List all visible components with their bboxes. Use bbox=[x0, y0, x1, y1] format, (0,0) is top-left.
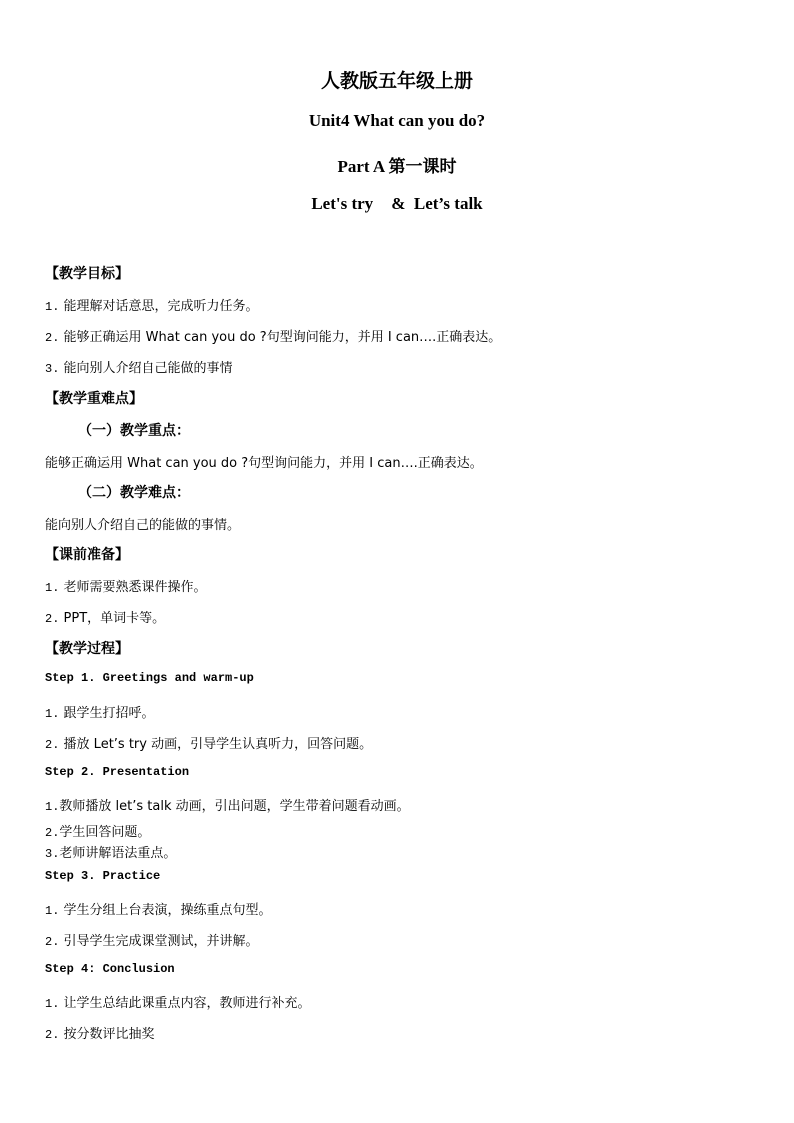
lesson-title-left: Let's try bbox=[311, 194, 374, 213]
step1-item: 1. 跟学生打招呼。 bbox=[45, 706, 155, 721]
step2-title: Step 2. Presentation bbox=[45, 765, 190, 779]
step4-item: 2. 按分数评比抽奖 bbox=[45, 1027, 155, 1042]
difficulty-text: 能向别人介绍自己的能做的事情。 bbox=[45, 518, 241, 533]
step2-item: 1.教师播放 let’s talk 动画，引出问题，学生带着问题看动画。 bbox=[45, 799, 410, 814]
step3-title: Step 3. Practice bbox=[45, 869, 161, 883]
step2-item: 2.学生回答问题。 bbox=[45, 825, 151, 840]
objective-item: 2. 能够正确运用 What can you do ?句型询问能力，并用 I can….正确表达。 bbox=[45, 330, 502, 345]
objective-item: 1. 能理解对话意思，完成听力任务。 bbox=[45, 299, 259, 314]
step3-item: 1. 学生分组上台表演，操练重点句型。 bbox=[45, 903, 272, 918]
lesson-title bbox=[0, 194, 794, 214]
lesson-title-right: Let’s talk bbox=[413, 194, 483, 213]
focus-text: 能够正确运用 What can you do ?句型询问能力，并用 I can….正确表达。 bbox=[45, 456, 483, 471]
focus-heading: （一）教学重点： bbox=[78, 423, 190, 439]
step2-item: 3.老师讲解语法重点。 bbox=[45, 846, 177, 861]
objectives-heading: 【教学目标】 bbox=[45, 266, 129, 282]
unit-title: Unit4 What can you do? bbox=[308, 111, 486, 130]
preparation-item: 1. 老师需要熟悉课件操作。 bbox=[45, 580, 207, 595]
process-heading: 【教学过程】 bbox=[45, 641, 129, 657]
key-points-heading: 【教学重难点】 bbox=[45, 391, 143, 407]
lesson-title-ampersand: & bbox=[391, 194, 406, 213]
step3-item: 2. 引导学生完成课堂测试，并讲解。 bbox=[45, 934, 259, 949]
step1-title: Step 1. Greetings and warm-up bbox=[45, 671, 254, 685]
step1-item: 2. 播放 Let’s try 动画，引导学生认真听力，回答问题。 bbox=[45, 737, 373, 752]
preparation-heading: 【课前准备】 bbox=[45, 547, 129, 563]
difficulty-heading: （二）教学难点： bbox=[78, 485, 190, 501]
objective-item: 3. 能向别人介绍自己能做的事情 bbox=[45, 361, 233, 376]
step4-item: 1. 让学生总结此课重点内容，教师进行补充。 bbox=[45, 996, 311, 1011]
part-title: Part A 第一课时 bbox=[337, 157, 457, 176]
step4-title: Step 4: Conclusion bbox=[45, 962, 175, 976]
document-title: 人教版五年级上册 bbox=[320, 71, 473, 92]
preparation-item: 2. PPT，单词卡等。 bbox=[45, 611, 166, 626]
